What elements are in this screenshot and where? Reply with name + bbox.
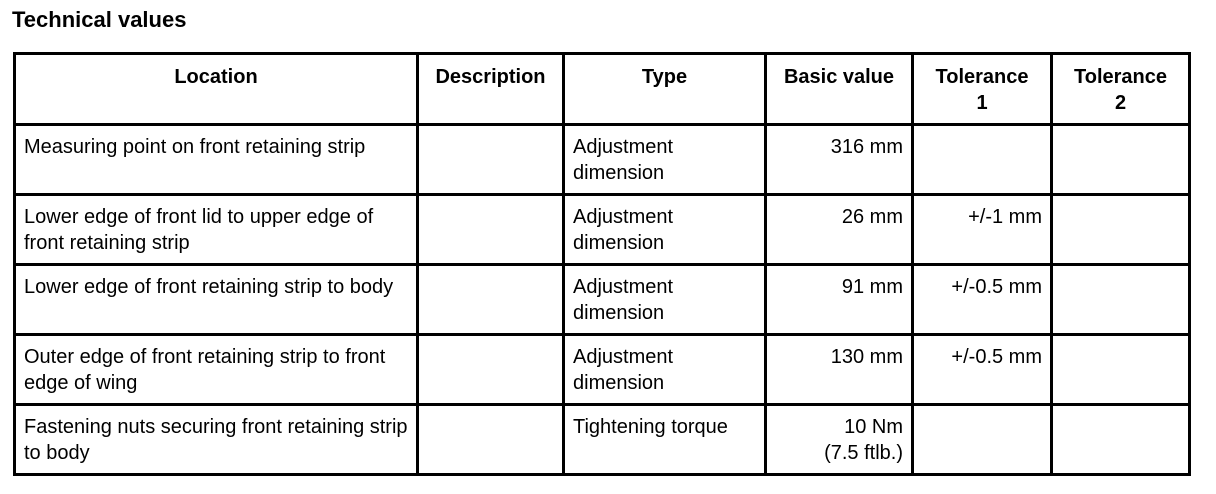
technical-values-table: [13, 52, 1191, 476]
table-row: [15, 125, 1190, 195]
table-row: [15, 195, 1190, 265]
location-cell: Lower edge of front lid to upper edge of front retaining strip: [15, 195, 418, 265]
tolerance-2-cell: [1052, 335, 1190, 405]
description-cell: [418, 405, 564, 475]
page-title: Technical values: [12, 7, 187, 32]
tolerance-1-cell: [913, 125, 1052, 195]
description-cell: [418, 125, 564, 195]
description-cell: [418, 335, 564, 405]
column-header-tolerance-2: [1052, 54, 1190, 125]
basic-value-cell: [766, 195, 913, 265]
type-cell: Adjustment dimension: [564, 195, 766, 265]
column-header-location: Location: [15, 54, 418, 125]
basic-value-extra: (7.5 ftlb.): [824, 442, 903, 464]
tolerance-1-cell: [913, 405, 1052, 475]
column-header-type: Type: [564, 54, 766, 125]
tolerance-1-header-line1: Tolerance: [935, 66, 1029, 88]
tolerance-1-cell: +/-1 mm: [913, 195, 1052, 265]
basic-value-cell: [766, 405, 913, 475]
description-cell: [418, 195, 564, 265]
type-cell: Adjustment dimension: [564, 265, 766, 335]
tolerance-2-header-line2: 2: [1114, 92, 1127, 114]
location-cell: Measuring point on front retaining strip: [15, 125, 418, 195]
table-row: [15, 335, 1190, 405]
table-row: [15, 405, 1190, 475]
column-header-description: Description: [418, 54, 564, 125]
basic-value: 26 mm: [841, 206, 903, 228]
tolerance-1-header-line2: 1: [976, 92, 988, 114]
location-cell: Fastening nuts securing front retaining strip to body: [15, 405, 418, 475]
tolerance-2-header-line1: Tolerance: [1074, 66, 1167, 88]
description-cell: [418, 265, 564, 335]
table-header-row: [15, 54, 1190, 125]
basic-value: 91 mm: [841, 276, 903, 298]
location-cell: Outer edge of front retaining strip to front edge of wing: [15, 335, 418, 405]
basic-value-cell: [766, 265, 913, 335]
column-header-tolerance-1: [913, 54, 1052, 125]
basic-value-cell: [766, 335, 913, 405]
basic-value-cell: [766, 125, 913, 195]
basic-value: 316 mm: [830, 136, 903, 158]
tolerance-1-cell: +/-0.5 mm: [913, 265, 1052, 335]
basic-value: 130 mm: [830, 346, 903, 368]
tolerance-2-cell: [1052, 265, 1190, 335]
table-row: [15, 265, 1190, 335]
tolerance-1-cell: +/-0.5 mm: [913, 335, 1052, 405]
column-header-basic-value: Basic value: [766, 54, 913, 125]
type-cell: Tightening torque: [564, 405, 766, 475]
basic-value: 10 Nm: [844, 416, 903, 438]
location-cell: Lower edge of front retaining strip to body: [15, 265, 418, 335]
tolerance-2-cell: [1052, 125, 1190, 195]
tolerance-2-cell: [1052, 195, 1190, 265]
tolerance-2-cell: [1052, 405, 1190, 475]
type-cell: Adjustment dimension: [564, 335, 766, 405]
type-cell: Adjustment dimension: [564, 125, 766, 195]
